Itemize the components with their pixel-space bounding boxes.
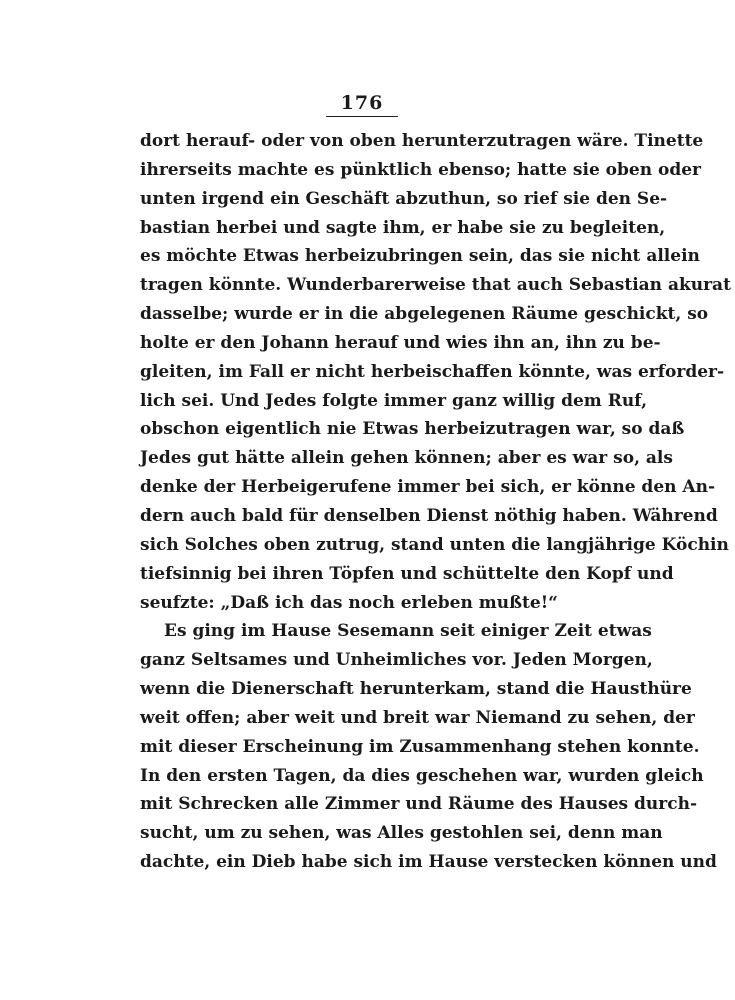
text-line: wenn die Dienerschaft herunterkam, stand die Hausthüre [140, 679, 692, 700]
text-line: mit Schrecken alle Zimmer und Räume des Hauses durch- [140, 794, 698, 815]
text-line: sucht, um zu sehen, was Alles gestohlen sei, denn man [140, 823, 663, 844]
text-line: obschon eigentlich nie Etwas herbeizutragen war, so daß [140, 419, 685, 440]
text-line: dachte, ein Dieb habe sich im Hause verstecken können und [140, 852, 717, 873]
text-line: denke der Herbeigerufene immer bei sich, er könne den An- [140, 477, 716, 498]
paragraph-end-line: seufzte: „Daß ich das noch erleben mußte!“ [140, 592, 558, 613]
text-line: weit offen; aber weit und breit war Niemand zu sehen, der [140, 707, 695, 728]
text-line: unten irgend ein Geschäft abzuthun, so rief sie den Se- [140, 188, 668, 209]
text-line: gleiten, im Fall er nicht herbeischaffen könnte, was erforder- [140, 361, 725, 382]
text-line: sich Solches oben zutrug, stand unten die langjährige Köchin [140, 534, 729, 555]
text-line: ihrerseits machte es pünktlich ebenso; hatte sie oben oder [140, 159, 701, 180]
body-text [140, 127, 731, 877]
text-line: Jedes gut hätte allein gehen können; aber es war so, als [140, 448, 673, 469]
text-line: dort herauf- oder von oben herunterzutragen wäre. Tinette [140, 131, 704, 151]
text-line: lich sei. Und Jedes folgte immer ganz willig dem Ruf, [140, 390, 648, 411]
text-line: holte er den Johann herauf und wies ihn an, ihn zu be- [140, 332, 661, 353]
page-number: 176 [340, 92, 384, 114]
paragraph-start-line: Es ging im Hause Sesemann seit einiger Zeit etwas [164, 621, 652, 642]
text-line: ganz Seltsames und Unheimliches vor. Jeden Morgen, [140, 650, 653, 671]
text-line: mit dieser Erscheinung im Zusammenhang stehen konnte. [140, 736, 700, 757]
page-header [322, 92, 402, 117]
text-line: tragen könnte. Wunderbarerweise that auch Sebastian akurat [140, 275, 731, 296]
text-line: bastian herbei und sagte ihm, er habe sie zu begleiten, [140, 217, 666, 238]
page-number-rule [326, 116, 398, 117]
text-line: tiefsinnig bei ihren Töpfen und schüttelte den Kopf und [140, 563, 674, 584]
text-line: dasselbe; wurde er in die abgelegenen Räume geschickt, so [140, 304, 709, 325]
text-line: In den ersten Tagen, da dies geschehen war, wurden gleich [140, 765, 704, 786]
text-line: dern auch bald für denselben Dienst nöthig haben. Während [140, 505, 718, 526]
text-line: es möchte Etwas herbeizubringen sein, das sie nicht allein [140, 246, 700, 267]
